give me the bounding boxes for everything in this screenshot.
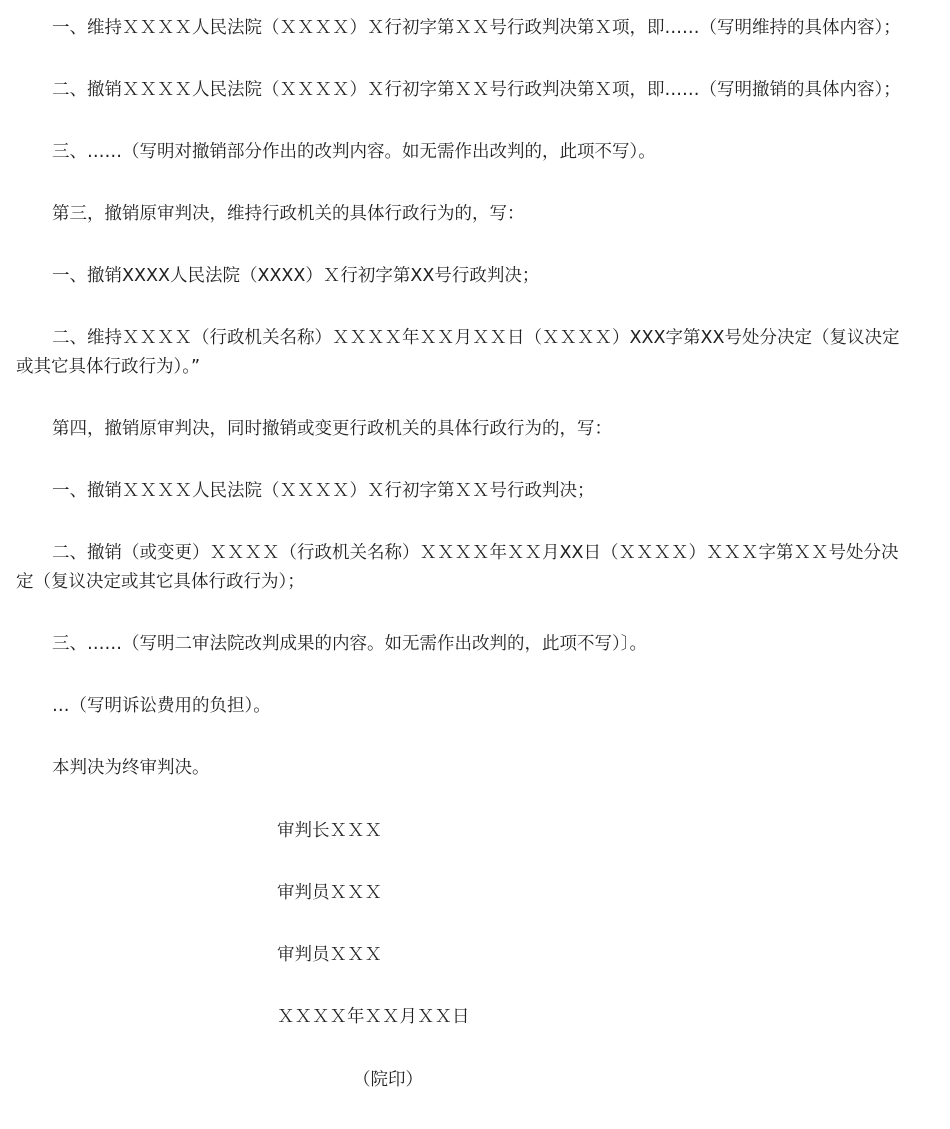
paragraph-final-judgment: 本判决为终审判决。 [52, 758, 210, 778]
presiding-judge-line: 审判长ＸＸＸ [277, 821, 382, 841]
paragraph-case-four-item-one: 一、撤销ＸＸＸＸ人民法院（ＸＸＸＸ）Ｘ行初字第ＸＸ号行政判决； [52, 481, 595, 501]
document-body [16, 14, 912, 783]
paragraph-case-four-heading: 第四，撤销原审判决，同时撤销或变更行政机关的具体行政行为的，写： [52, 419, 612, 439]
paragraph-litigation-costs: …（写明诉讼费用的负担）。 [52, 696, 271, 716]
paragraph-case-three-item-one: 一、撤销XXXX人民法院（XXXX）Ｘ行初字第XX号行政判决； [52, 266, 540, 286]
judge-line-2: 审判员ＸＸＸ [277, 945, 382, 965]
paragraph-case-four-item-two: 二、撤销（或变更）ＸＸＸＸ（行政机关名称）ＸＸＸＸ年ＸＸ月XX日（ＸＸＸＸ）ＸＸＸ字第ＸＸ号处分决定（复议决定或其它具体行政行为）； [16, 543, 899, 592]
paragraph-case-three-item-two: 二、维持ＸＸＸＸ（行政机关名称）ＸＸＸＸ年ＸＸ月ＸＸ日（ＸＸＸＸ）XXX字第XX号处分决定（复议决定或其它具体行政行为）。” [16, 328, 900, 377]
court-seal-placeholder: （院印） [353, 1070, 423, 1090]
paragraph-revoke-item: 二、撤销ＸＸＸＸ人民法院（ＸＸＸＸ）Ｘ行初字第ＸＸ号行政判决第Ｘ项，即……（写明撤销的具体内容）； [52, 80, 901, 100]
paragraph-case-four-item-three: 三、……（写明二审法院改判成果的内容。如无需作出改判的，此项不写）〕。 [52, 634, 647, 654]
paragraph-maintain-item: 一、维持ＸＸＸＸ人民法院（ＸＸＸＸ）Ｘ行初字第ＸＸ号行政判决第Ｘ项，即……（写明维持的具体内容）； [52, 18, 901, 38]
paragraph-rejudgment-item: 三、……（写明对撤销部分作出的改判内容。如无需作出改判的，此项不写）。 [52, 142, 656, 162]
judge-line-1: 审判员ＸＸＸ [277, 883, 382, 903]
paragraph-case-three-heading: 第三，撤销原审判决，维持行政机关的具体行政行为的，写： [52, 204, 525, 224]
signature-block [277, 817, 470, 1032]
judgment-date-line: ＸＸＸＸ年ＸＸ月ＸＸ日 [277, 1007, 470, 1027]
